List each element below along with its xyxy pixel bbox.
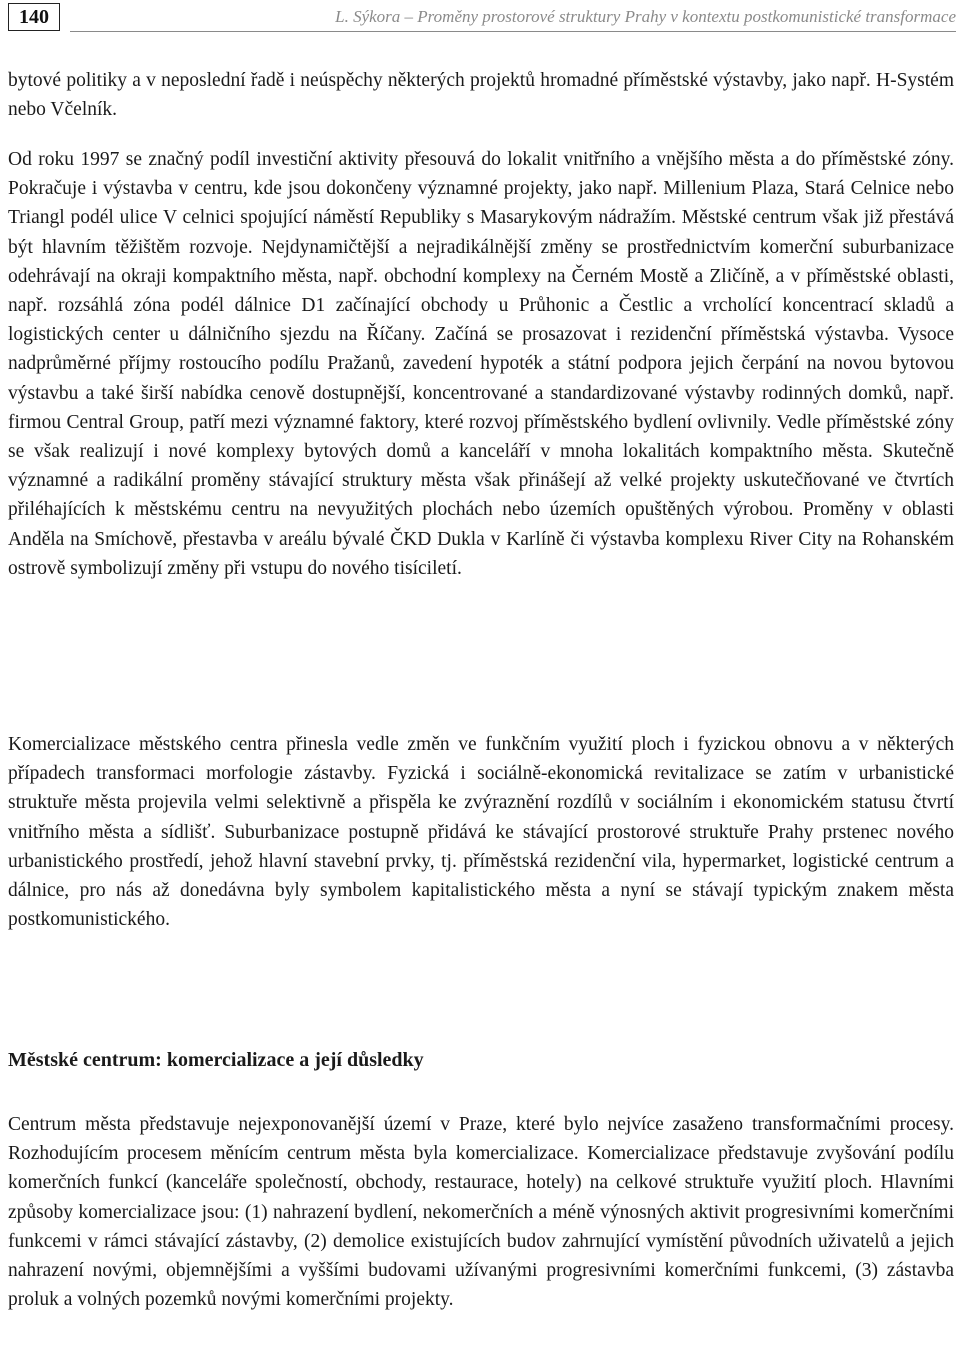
- page-number: 140: [8, 3, 60, 31]
- paragraph-commercialization-summary: [8, 730, 954, 934]
- running-head: L. Sýkora – Proměny prostorové struktury Prahy v kontextu postkomunistické transformace: [70, 3, 956, 32]
- paragraph-text: Komercializace městského centra přinesla vedle změn ve funkčním využití ploch i fyzickou obnovu a v některých případech transformaci morfologie zástavby. Fyzická i sociálně-ekonomická revitalizace se zatím v urbanistické struktuře města projevila velmi selektivně a přispěla ke zvýraznění rozdílů v sociálním i ekonomickém statusu čtvrtí vnitřního města a sídlišť. Suburbanizace postupně přidává ke stávající prostorové struktuře Prahy prstenec nového urbanistického prostředí, jehož hlavní stavební prvky, tj. příměstská rezidenční vila, hypermarket, logistické centrum a dálnice, pro nás až donedávna byly symbolem kapitalistického města a nyní se stávají typickým znakem města postkomunistického.: [8, 734, 954, 931]
- paragraph-continuation: [8, 66, 954, 124]
- section-heading: Městské centrum: komercializace a její důsledky: [8, 1049, 424, 1071]
- paragraph-investment-shift: [8, 145, 954, 583]
- paragraph-text: Od roku 1997 se značný podíl investiční aktivity přesouvá do lokalit vnitřního a vnějšího města a do příměstské zóny. Pokračuje i výstavba v centru, kde jsou dokončeny významné projekty, jako např. Millenium Plaza, Stará Celnice nebo Triangl podél ulice V celnici spojující náměstí Republiky s Masarykovým nádražím. Městské centrum však již přestává být hlavním těžištěm rozvoje. Nejdynamičtější a nejradikálnější změny se prostřednictvím komerční suburbanizace odehrávají na okraji kompaktního města, např. obchodní komplexy na Černém Mostě a Zličíně, a v příměstské oblasti, např. rozsáhlá zóna podél dálnice D1 začínající obchody u Průhonic a Čestlic a vrcholící koncentrací skladů a logistických center u dálničního sjezdu na Říčany. Začíná se prosazovat i rezidenční příměstská výstavba. Vysoce nadprůměrné příjmy rostoucího podílu Pražanů, zavedení hypoték a státní podpora jejich čerpání na novou bytovou výstavbu a také širší nabídka cenově dostupnější, koncentrované a standardizované výstavby rodinných domků, např. firmou Central Group, patří mezi významné faktory, které rozvoj příměstského bydlení ovlivnily. Vedle příměstské zóny se však realizují i nové komplexy bytových domů a kanceláří v mnoha lokalitách kompaktního města. Skutečně významné a radikální proměny stávající struktury města však přinášejí až velké projekty uskutečňované ve čtvrtích přiléhajících k městskému centru na nevyužitých plochách nebo územích opuštěných výrobou. Proměny v oblasti Anděla na Smíchově, přestavba v areálu bývalé ČKD Dukla v Karlíně či výstavba komplexu River City na Rohanském ostrově symbolizují změny při vstupu do nového tisíciletí.: [8, 149, 954, 579]
- paragraph-text: Centrum města představuje nejexponovanější území v Praze, které bylo nejvíce zasaženo transformačními procesy. Rozhodujícím procesem měnícím centrum města byla komercializace. Komercializace představuje zvyšování podílu komerčních funkcí (kanceláře společností, obchody, restaurace, hotely) na celkové struktuře využití ploch. Hlavními způsoby komercializace jsou: (1) nahrazení bydlení, nekomerčních a méně výnosných aktivit progresivními komerčními funkcemi v rámci stávající zástavby, (2) demolice existujících budov zahrnující vymístění původních uživatelů a jejich nahrazení novými, objemnějšími a vyššími budovami užívanými progresivními komerčními funkcemi, (3) zástavba proluk a volných pozemků novými komerčními projekty.: [8, 1114, 954, 1311]
- paragraph-city-centre: [8, 1110, 954, 1314]
- page-header: [8, 3, 956, 33]
- paragraph-text: bytové politiky a v neposlední řadě i neúspěchy některých projektů hromadné příměstské výstavby, jako např. H-Systém nebo Včelník.: [8, 70, 954, 121]
